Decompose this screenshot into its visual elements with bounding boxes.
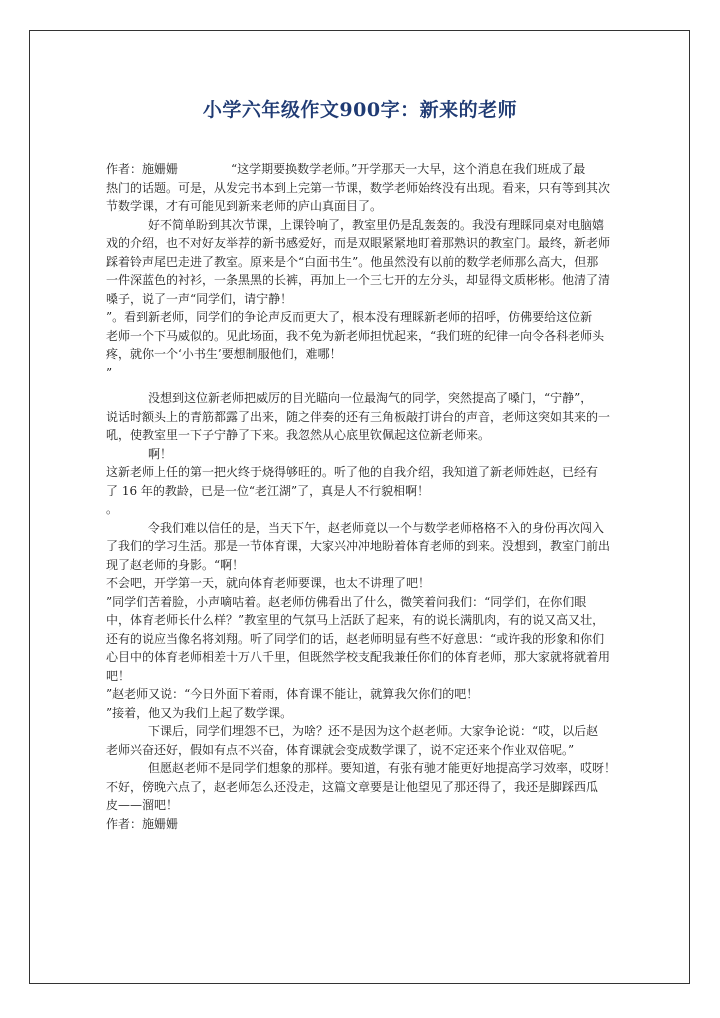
paragraph-line: 踩着铃声尾巴走进了教室。原来是个“白面书生”。他虽然没有以前的数学老师那么高大，但那	[106, 254, 599, 269]
paragraph-line: ”同学们苦着脸，小声嘀咕着。赵老师仿佛看出了什么，微笑着问我们：“同学们，在你们眼	[106, 594, 587, 609]
paragraph-line: 皮——溜吧！	[106, 798, 179, 812]
paragraph-line: 不会吧，开学第一天，就向体育老师要课，也太不讲理了吧！	[106, 576, 431, 590]
paragraph-line: 现了赵老师的身影。“啊！	[106, 557, 245, 572]
paragraph-line: ”接着，他又为我们上起了数学课。	[106, 705, 293, 720]
paragraph-line: 令我们难以信任的是，当天下午，赵老师竟以一个与数学老师格格不入的身份再次闯入	[148, 520, 605, 535]
paragraph-line: 好不简单盼到其次节课，上课铃响了，教室里仍是乱轰轰的。我没有理睬同桌对电脑嬉	[148, 217, 605, 232]
paragraph-line: 心目中的体育老师相差十万八千里，但既然学校支配我兼任你们的体育老师，那大家就将就着用	[106, 650, 611, 664]
author-byline: 作者：施姗姗	[106, 162, 179, 176]
paragraph-line: 老师一个下马威似的。见此场面，我不免为新老师担忧起来，“我们班的纪律一向令各科老师头	[106, 328, 605, 343]
document-title: 小学六年级作文900字：新来的老师	[202, 99, 518, 121]
paragraph-line: ”	[106, 365, 113, 380]
paragraph-line: 戏的介绍，也不对好友举荐的新书感爱好，而是双眼紧紧地盯着那熟识的教室门。最终，新老师	[106, 236, 611, 250]
paragraph-line: 还有的说应当像名将刘翔。听了同学们的话，赵老师明显有些不好意思：“或许我的形象和你们	[106, 631, 605, 646]
paragraph-line: 下课后，同学们埋怨不已，为啥？还不是因为这个赵老师。大家争论说：“哎，以后赵	[148, 724, 599, 738]
paragraph-line: 吼，使教室里一下子宁静了下来。我忽然从心底里钦佩起这位新老师来。	[106, 428, 491, 442]
paragraph-line: 老师兴奋还好，假如有点不兴奋，体育课就会变成数学课了，说不定还来个作业双倍呢。”	[106, 742, 575, 757]
paragraph-line: ”赵老师又说：“今日外面下着雨，体育课不能让，就算我欠你们的吧！	[106, 687, 479, 701]
paragraph-line: 不好，傍晚六点了，赵老师怎么还没走，这篇文章要是让他望见了那还得了，我还是脚踩西瓜	[106, 779, 599, 794]
paragraph-line: ”。看到新老师，同学们的争论声反而更大了，根本没有理睬新老师的招呼，仿佛要给这位新	[106, 310, 593, 324]
paragraph-line: 吧！	[106, 668, 131, 683]
paragraph-line: 嗓子，说了一声“同学们，请宁静！	[106, 291, 293, 306]
paragraph-line: 说话时额头上的青筋都露了出来，随之伴奏的还有三角板敲打讲台的声音，老师这突如其来的一	[106, 409, 611, 424]
paragraph-line: 了我们的学习生活。那是一节体育课，大家兴冲冲地盼着体育老师的到来。没想到，教室门前出	[106, 539, 611, 553]
paragraph-line: 了 16 年的教龄，已是一位“老江湖”了，真是人不行貌相啊！	[106, 483, 430, 498]
author-signature: 作者：施姗姗	[106, 816, 179, 831]
article-body	[106, 160, 618, 833]
paragraph-line: 。	[106, 502, 119, 516]
paragraph-line: 热门的话题。可是，从发完书本到上完第一节课，数学老师始终没有出现。看来，只有等到其次	[106, 180, 611, 195]
paragraph-line: 疼，就你一个‘小书生’要想制服他们，难哪！	[106, 347, 342, 361]
paragraph-line: 这新老师上任的第一把火终于烧得够旺的。听了他的自我介绍，我知道了新老师姓赵，已经有	[106, 465, 599, 479]
paragraph-line: 节数学课，才有可能见到新来老师的庐山真面目了。	[106, 199, 383, 213]
paragraph-line: 一件深蓝色的衬衫，一条黑黑的长裤，再加上一个三七开的左分头，却显得文质彬彬。他清了清	[106, 273, 611, 287]
paragraph-line: 但愿赵老师不是同学们想象的那样。要知道，有张有驰才能更好地提高学习效率，哎呀！	[148, 761, 617, 775]
line-text: “这学期要换数学老师。”开学那天一大早，这个消息在我们班成了最	[231, 162, 586, 176]
paragraph-line: 中，体育老师长什么样？”教室里的气氛马上活跃了起来，有的说长满肌肉，有的说又高又壮，	[106, 613, 605, 627]
paragraph-line: 啊！	[148, 446, 173, 461]
paragraph-line	[106, 160, 618, 179]
paragraph-line: 没想到这位新老师把威厉的目光瞄向一位最淘气的同学，突然提高了嗓门，“宁静”，	[148, 391, 593, 405]
